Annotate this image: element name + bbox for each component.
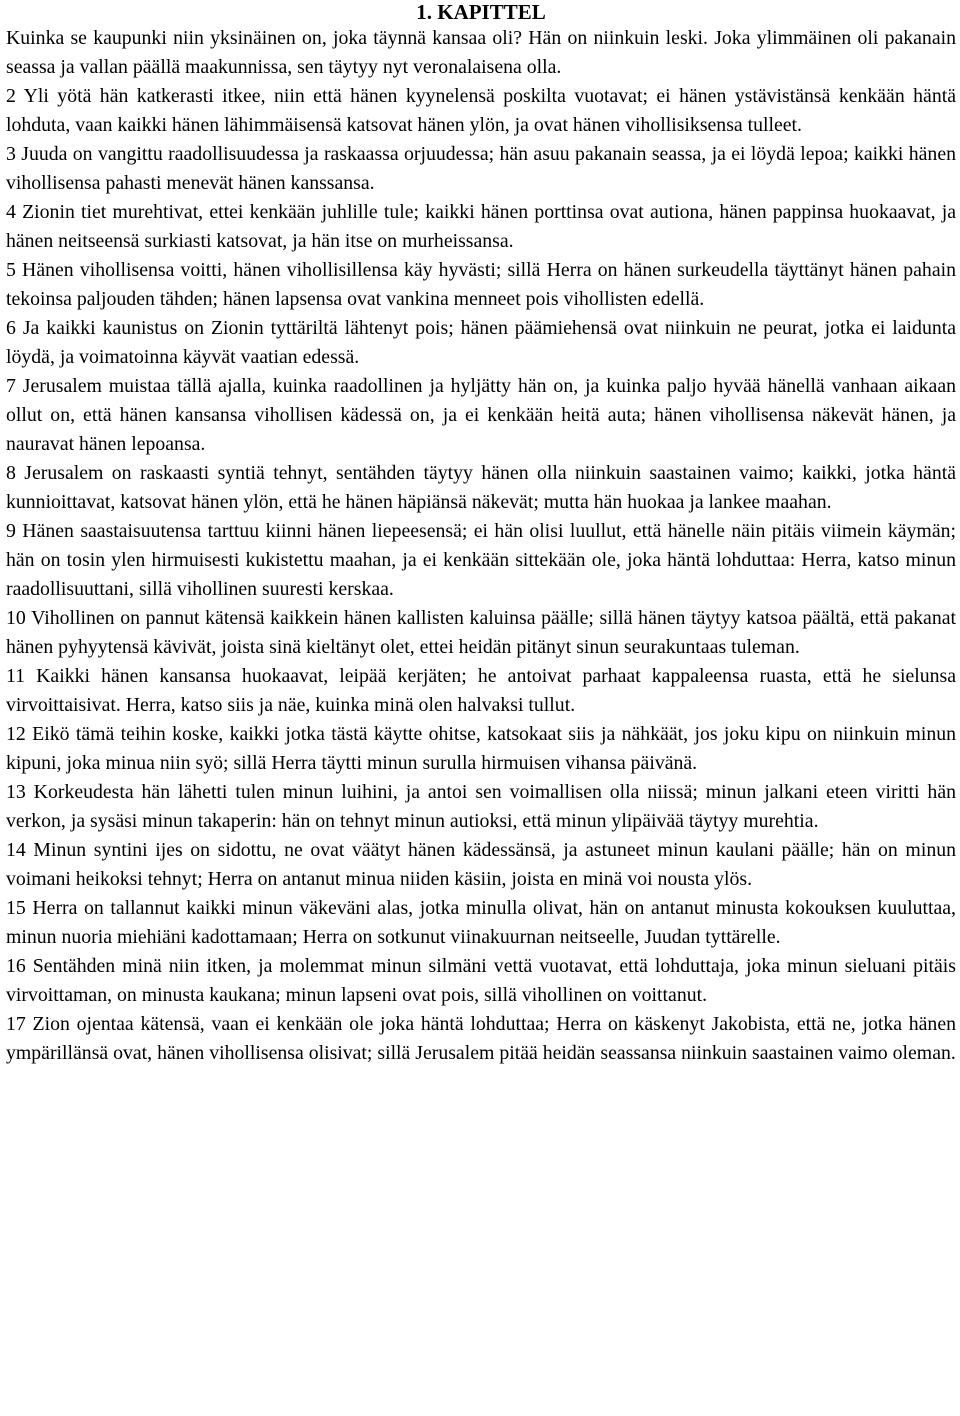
verse-9: 9 Hänen saastaisuutensa tarttuu kiinni hänen liepeesensä; ei hän olisi luullut, että hänelle näin pitäis viimein käymän; hän on tosin ylen hirmuisesti kukistettu maahan, ja ei kenkään sittekään ole, joka häntä lohduttaa: Herra, katso minun raadollisuuttani, sillä vihollinen suuresti kerskaa. — [6, 520, 956, 600]
verse-15: 15 Herra on tallannut kaikki minun väkeväni alas, jotka minulla olivat, hän on antanut minusta kokouksen kuuluttaa, minun nuoria miehiäni kadottamaan; Herra on sotkunut viinakuurnan neitseelle, Juudan tyttärelle. — [6, 897, 956, 948]
chapter-title: 1. KAPITTEL — [416, 0, 546, 24]
verse-7: 7 Jerusalem muistaa tällä ajalla, kuinka raadollinen ja hyljätty hän on, ja kuinka paljo hyvää hänellä vanhaan aikaan ollut on, että hänen kansansa vihollisen kädessä on, ja ei kenkään heitä auta; hänen vihollisensa näkevät hänen, ja nauravat hänen lepoansa. — [6, 375, 956, 455]
verse-17: 17 Zion ojentaa kätensä, vaan ei kenkään ole joka häntä lohduttaa; Herra on käskenyt Jakobista, että ne, jotka hänen ympärillänsä ovat, hänen vihollisensa olisivat; sillä Jerusalem pitää heidän seassansa niinkuin saastainen vaimo oleman. — [6, 1013, 956, 1064]
verse-5: 5 Hänen vihollisensa voitti, hänen vihollisillensa käy hyvästi; sillä Herra on hänen surkeudella täyttänyt hänen pahain tekoinsa paljouden tähden; hänen lapsensa ovat vankina menneet pois vihollisten edellä. — [6, 259, 956, 310]
document-page — [6, 0, 956, 1068]
verse-8: 8 Jerusalem on raskaasti syntiä tehnyt, sentähden täytyy hänen olla niinkuin saastainen vaimo; kaikki, jotka häntä kunnioittavat, katsovat hänen ylön, että he hänen häpiänsä näkevät; mutta hän huokaa ja lankee maahan. — [6, 462, 956, 513]
verse-4: 4 Zionin tiet murehtivat, ettei kenkään juhlille tule; kaikki hänen porttinsa ovat autiona, hänen pappinsa huokaavat, ja hänen neitseensä surkiasti katsovat, ja hän itse on murheissansa. — [6, 201, 956, 252]
verse-2: 2 Yli yötä hän katkerasti itkee, niin että hänen kyynelensä poskilta vuotavat; ei hänen ystävistänsä kenkään häntä lohduta, vaan kaikki hänen lähimmäisensä katsovat hänen ylön, ja ovat hänen vihollisiksensa tulleet. — [6, 85, 956, 136]
verse-16: 16 Sentähden minä niin itken, ja molemmat minun silmäni vettä vuotavat, että lohduttaja, joka minun sieluani pitäis virvoittaman, on minusta kaukana; minun lapseni ovat pois, sillä vihollinen on voittanut. — [6, 955, 956, 1006]
verse-13: 13 Korkeudesta hän lähetti tulen minun luihini, ja antoi sen voimallisen olla niissä; minun jalkani eteen viritti hän verkon, ja sysäsi minun takaperin: hän on tehnyt minun autioksi, että minun ylipäivää täytyy murehtia. — [6, 781, 956, 832]
verse-3: 3 Juuda on vangittu raadollisuudessa ja raskaassa orjuudessa; hän asuu pakanain seassa, ja ei löydä lepoa; kaikki hänen vihollisensa pahasti menevät hänen kanssansa. — [6, 143, 956, 194]
verse-1: Kuinka se kaupunki niin yksinäinen on, joka täynnä kansaa oli? Hän on niinkuin leski. Joka ylimmäinen oli pakanain seassa ja vallan päällä maakunnissa, sen täytyy nyt veronalaisena olla. — [6, 27, 956, 78]
verse-6: 6 Ja kaikki kaunistus on Zionin tyttäriltä lähtenyt pois; hänen päämiehensä ovat niinkuin ne peurat, jotka ei laidunta löydä, ja voimatoinna käyvät vaatian edessä. — [6, 317, 956, 368]
verse-11: 11 Kaikki hänen kansansa huokaavat, leipää kerjäten; he antoivat parhaat kappaleensa ruasta, että he sielunsa virvoittaisivat. Herra, katso siis ja näe, kuinka minä olen halvaksi tullut. — [6, 665, 956, 716]
verse-12: 12 Eikö tämä teihin koske, kaikki jotka tästä käytte ohitse, katsokaat siis ja nähkäät, jos joku kipu on niinkuin minun kipuni, joka minua niin syö; sillä Herra täytti minun surulla hirmuisen vihansa päivänä. — [6, 723, 956, 774]
verse-10: 10 Vihollinen on pannut kätensä kaikkein hänen kallisten kaluinsa päälle; sillä hänen täytyy katsoa päältä, että pakanat hänen pyhyytensä kävivät, joista sinä kieltänyt olet, ettei heidän pitänyt sinun seurakuntaas tuleman. — [6, 607, 956, 658]
verse-14: 14 Minun syntini ijes on sidottu, ne ovat väätyt hänen kädessänsä, ja astuneet minun kaulani päälle; hän on minun voimani heikoksi tehnyt; Herra on antanut minua niiden käsiin, joista en minä voi nousta ylös. — [6, 839, 956, 890]
